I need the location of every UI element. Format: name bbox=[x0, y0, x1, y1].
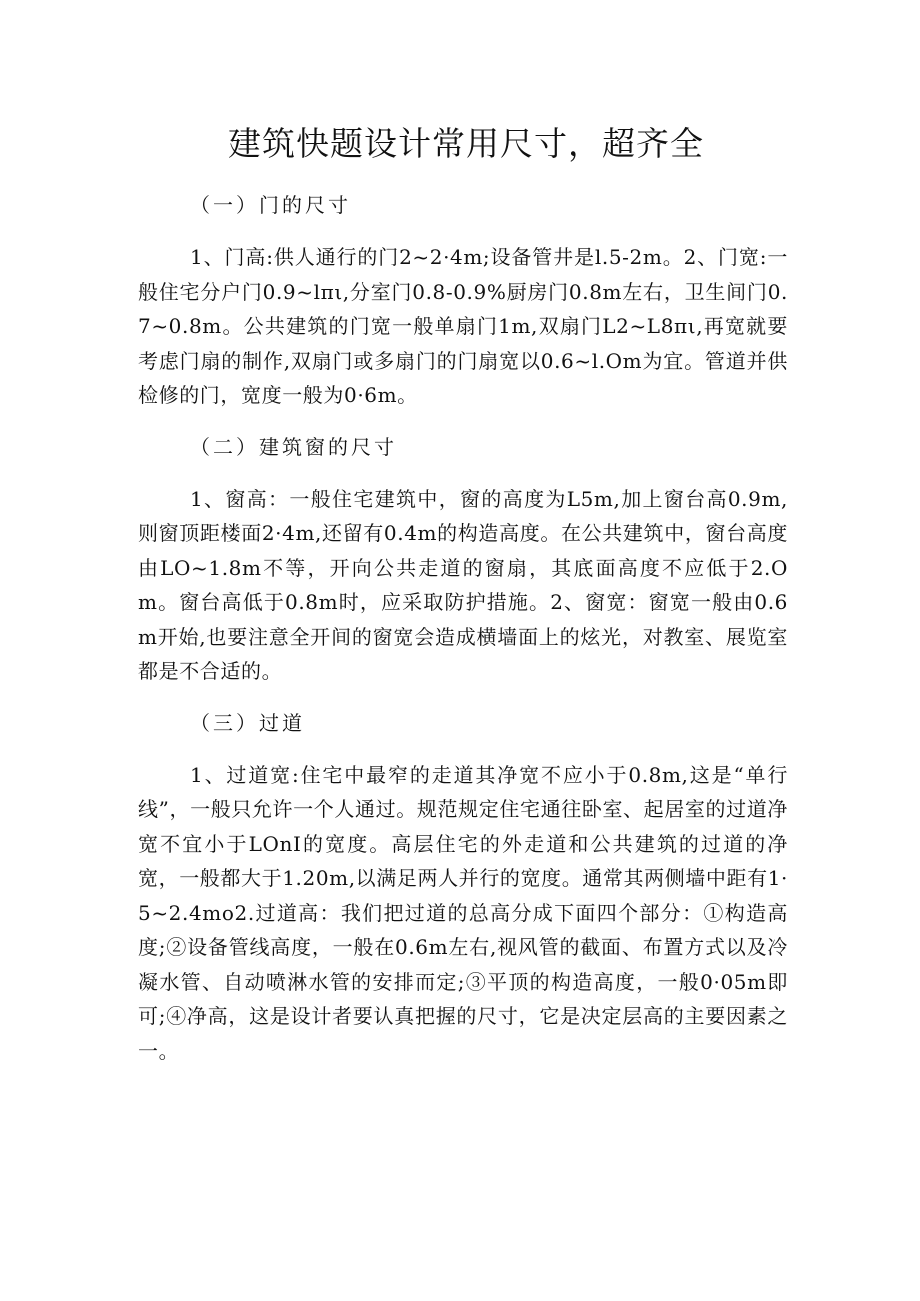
document-title: 建筑快题设计常用尺寸，超齐全 bbox=[228, 124, 704, 163]
section-body-window: 1、窗高：一般住宅建筑中，窗的高度为L5m,加上窗台高0.9m,则窗顶距楼面2·4m,还留有0.4m的构造高度。在公共建筑中，窗台高度由LO~1.8m不等，开向公共走道的窗扇，其底面高度不应低于2.Om。窗台高低于0.8m时，应采取防护措施。2、窗宽：窗宽一般由0.6m开始,也要注意全开间的窗宽会造成横墙面上的炫光，对教室、展览室都是不合适的。 bbox=[138, 486, 788, 683]
section-heading-corridor: （三）过道 bbox=[190, 710, 305, 735]
section-heading-window: （二）建筑窗的尺寸 bbox=[190, 434, 397, 459]
section-body-door: 1、门高:供人通行的门2~2·4m;设备管井是l.5-2m。2、门宽:一般住宅分户门0.9~lπι,分室门0.8-0.9%厨房门0.8m左右，卫生间门0.7~0.8m。公共建筑的门宽一般单扇门1m,双扇门L2~L8πι,再宽就要考虑门扇的制作,双扇门或多扇门的门扇宽以0.6~l.Om为宜。管道并供检修的门，宽度一般为0·6m。 bbox=[138, 245, 788, 407]
section-heading-door: （一）门的尺寸 bbox=[190, 193, 351, 217]
section-body-corridor: 1、过道宽:住宅中最窄的走道其净宽不应小于0.8m,这是“单行线”，一般只允许一个人通过。规范规定住宅通往卧室、起居室的过道净宽不宜小于LOnI的宽度。高层住宅的外走道和公共建筑的过道的净宽，一般都大于1.20m,以满足两人并行的宽度。通常其两侧墙中距有1·5~2.4mo2.过道高：我们把过道的总高分成下面四个部分：①构造高度;②设备管线高度，一般在0.6m左右,视风管的截面、布置方式以及冷凝水管、自动喷淋水管的安排而定;③平顶的构造高度，一般0·05m即可;④净高，这是设计者要认真把握的尺寸，它是决定层高的主要因素之一。 bbox=[138, 762, 788, 1063]
